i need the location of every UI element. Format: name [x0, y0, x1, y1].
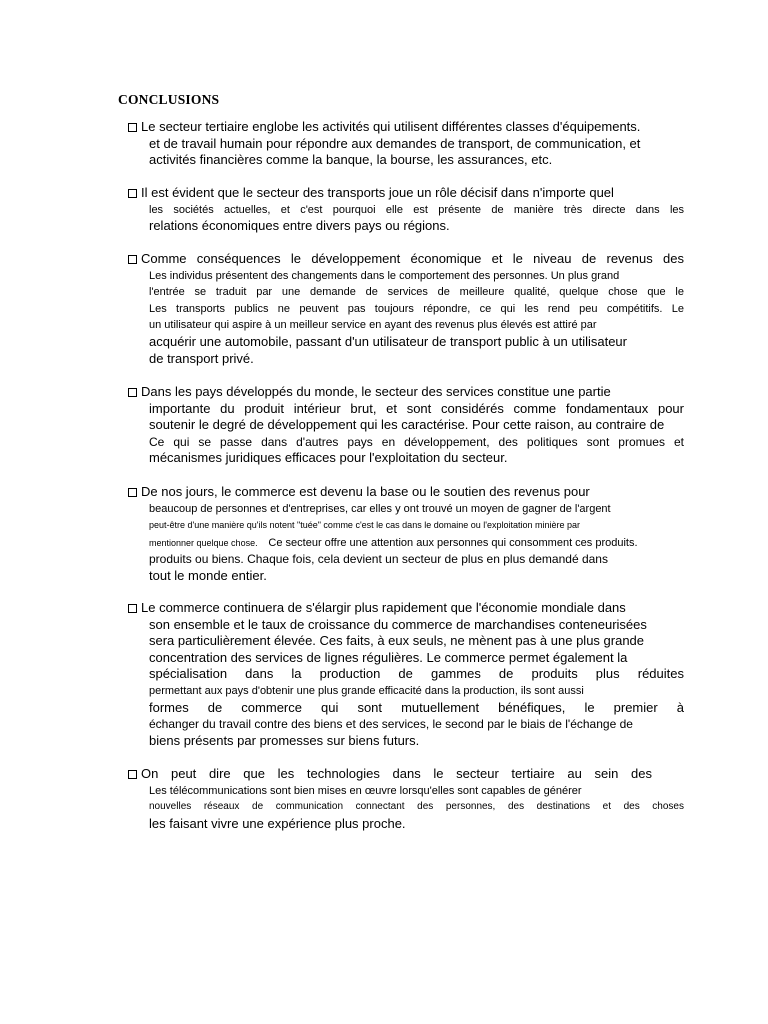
- text-line: de transport privé.: [149, 350, 254, 366]
- text-line: les faisant vivre une expérience plus proche.: [149, 815, 406, 831]
- text-line: soutenir le degré de développement qui les caractérise. Pour cette raison, au contraire de: [149, 417, 665, 433]
- text-line: les sociétés actuelles, et c'est pourquoi elle est présente de manière très directe dans les: [149, 203, 684, 216]
- text-line: activités financières comme la banque, la bourse, les assurances, etc.: [149, 152, 553, 168]
- text-line: échanger du travail contre des biens et des services, le second par le biais de l'échange de: [149, 717, 633, 732]
- text-line: Les individus présentent des changements dans le comportement des personnes. Un plus grand: [149, 269, 620, 282]
- text-line: Les télécommunications sont bien mises en œuvre lorsqu'elles sont capables de générer: [149, 784, 582, 797]
- text-line: tout le monde entier.: [149, 567, 267, 583]
- text-line: Le commerce continuera de s'élargir plus rapidement que l'économie mondiale dans: [128, 600, 684, 617]
- text-line: relations économiques entre divers pays ou régions.: [149, 218, 450, 234]
- text-line: concentration des services de lignes régulières. Le commerce permet également la: [149, 649, 628, 665]
- text-line: acquérir une automobile, passant d'un utilisateur de transport public à un utilisateur: [149, 333, 627, 349]
- text-line: On peut dire que les technologies dans le secteur tertiaire au sein des: [128, 766, 652, 783]
- text-line: Dans les pays développés du monde, le secteur des services constitue une partie: [128, 384, 684, 401]
- paragraph-5: [128, 484, 684, 585]
- text-line: Les transports publics ne peuvent pas toujours répondre, ce qui les rend peu compétitifs. Le: [149, 302, 684, 315]
- text-fragment: Ce secteur offre une attention aux personnes qui consomment ces produits.: [268, 536, 638, 549]
- bullet-box-icon: [128, 123, 137, 132]
- text-line: et de travail humain pour répondre aux demandes de transport, de communication, et: [149, 135, 641, 151]
- text-line: Le secteur tertiaire englobe les activités qui utilisent différentes classes d'équipements.: [128, 119, 684, 136]
- text-line: un utilisateur qui aspire à un meilleur service en ayant des revenus plus élevés est attiré par: [149, 319, 597, 332]
- bullet-box-icon: [128, 388, 137, 397]
- text-line: peut-être d'une manière qu'ils notent "tuée" comme c'est le cas dans le domaine ou l'exploitation minière par: [149, 520, 581, 531]
- paragraph-4: [128, 384, 684, 467]
- text-line: formes de commerce qui sont mutuellement bénéfiques, le premier à: [149, 699, 684, 715]
- paragraph-1: [128, 119, 684, 169]
- text-line: sera particulièrement élevée. Ces faits, à eux seuls, ne mènent pas à une plus grande: [149, 633, 645, 649]
- text-line: nouvelles réseaux de communication connectant des personnes, des destinations et des choses: [149, 801, 684, 813]
- paragraph-3: [128, 251, 684, 367]
- bullet-box-icon: [128, 604, 137, 613]
- paragraph-6: [128, 600, 684, 749]
- text-line: permettant aux pays d'obtenir une plus grande efficacité dans la production, ils sont aussi: [149, 684, 584, 697]
- bullet-box-icon: [128, 488, 137, 497]
- text-line: biens présents par promesses sur biens futurs.: [149, 732, 420, 748]
- bullet-box-icon: [128, 770, 137, 779]
- text-line: spécialisation dans la production de gammes de produits plus réduites: [149, 666, 684, 682]
- text-line: Il est évident que le secteur des transports joue un rôle décisif dans n'importe quel: [128, 185, 684, 202]
- paragraph-7: [128, 766, 684, 832]
- text-line: mécanismes juridiques efficaces pour l'exploitation du secteur.: [149, 450, 508, 466]
- text-line: l'entrée se traduit par une demande de services de meilleure qualité, quelque chose que le: [149, 286, 684, 299]
- page-title: CONCLUSIONS: [118, 92, 220, 107]
- text-line: beaucoup de personnes et d'entreprises, car elles y ont trouvé un moyen de gagner de l'argent: [149, 502, 611, 515]
- bullet-box-icon: [128, 189, 137, 198]
- text-line: importante du produit intérieur brut, et sont considérés comme fondamentaux pour: [149, 400, 684, 416]
- text-line: Comme conséquences le développement économique et le niveau de revenus des: [128, 251, 684, 268]
- text-fragment: mentionner quelque chose.: [149, 537, 258, 548]
- paragraph-2: [128, 185, 684, 235]
- text-line: son ensemble et le taux de croissance du commerce de marchandises conteneurisées: [149, 616, 647, 632]
- text-line: De nos jours, le commerce est devenu la base ou le soutien des revenus pour: [128, 484, 684, 501]
- text-line: Ce qui se passe dans d'autres pays en développement, des politiques sont promues et: [149, 434, 684, 449]
- text-line: [128, 534, 684, 552]
- bullet-box-icon: [128, 255, 137, 264]
- text-line: produits ou biens. Chaque fois, cela devient un secteur de plus en plus demandé dans: [149, 552, 608, 567]
